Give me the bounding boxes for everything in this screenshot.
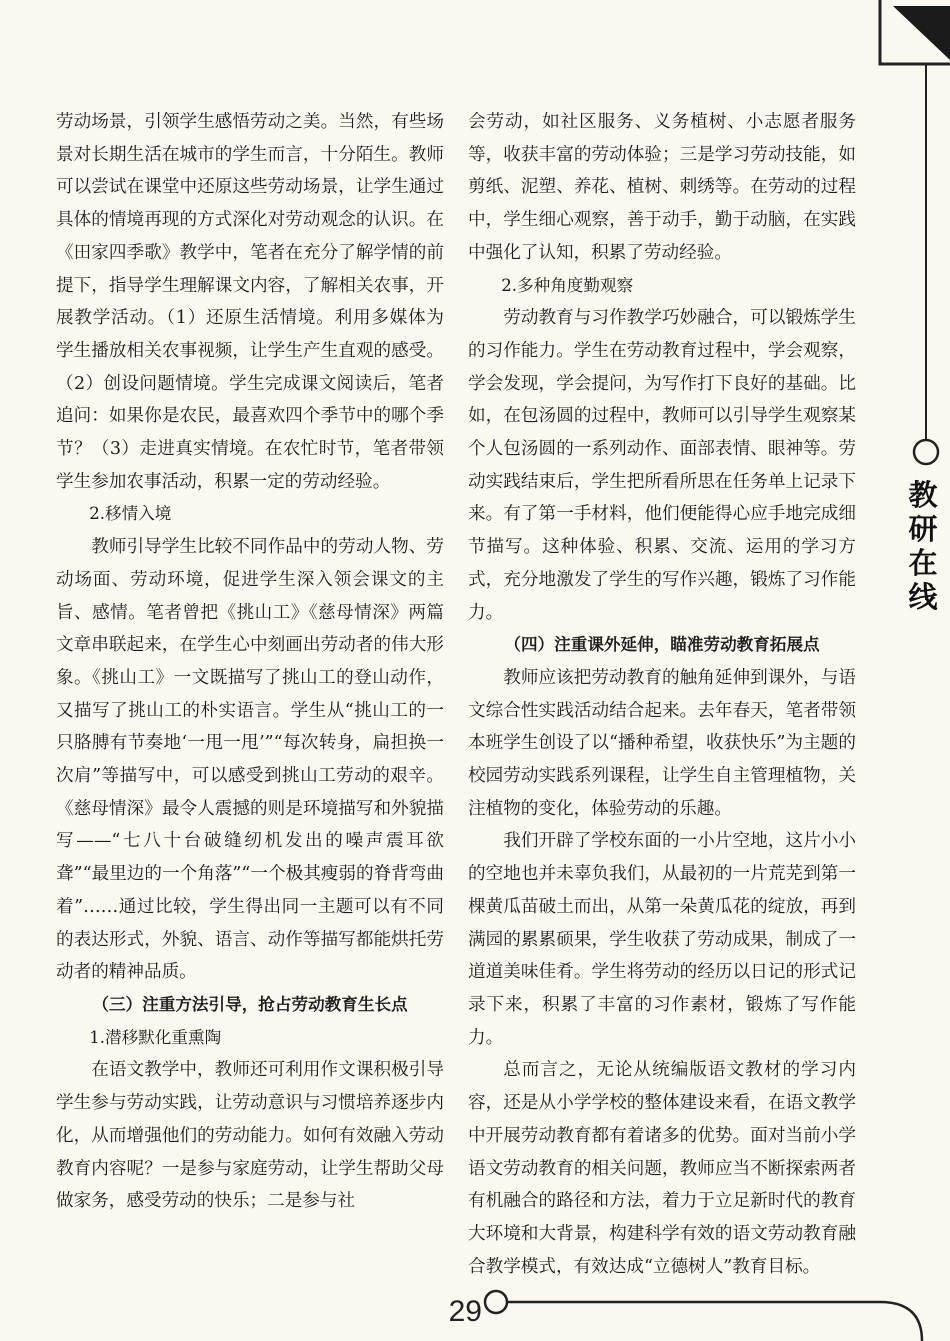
right-column (468, 106, 856, 1283)
paragraph: 在语文教学中，教师还可利用作文课积极引导学生参与劳动实践，让劳动意识与习惯培养逐步内化，从而增强他们的劳动能力。如何有效融入劳动教育内容呢？一是参与家庭劳动，让学生帮助父母做家务，感受劳动的快乐；二是参与社 (56, 1060, 444, 1212)
section-heading: （三）注重方法引导，抢占劳动教育生长点 (92, 994, 408, 1014)
corner-triangle (893, 6, 950, 60)
paragraph: 我们开辟了学校东面的一小片空地，这片小小的空地也并未辜负我们，从最初的一片荒芜到第一棵黄瓜苗破土而出，从第一朵黄瓜花的绽放，再到满园的累累硕果，学生收获了劳动成果，制成了一道道美味佳肴。学生将劳动的经历以日记的形式记录下来，积累了丰富的习作素材，锻炼了写作能力。 (468, 831, 856, 1048)
footer-circle (485, 1291, 507, 1313)
subheading: 1.潜移默化重熏陶 (89, 1027, 222, 1047)
footer-rule (507, 1302, 922, 1341)
paragraph: 劳动场景，引领学生感悟劳动之美。当然，有些场景对长期生活在城市的学生而言，十分陌生。教师可以尝试在课堂中还原这些劳动场景，让学生通过具体的情境再现的方式深化对劳动观念的认识。在《田家四季歌》教学中，笔者在充分了解学情的前提下，指导学生理解课文内容，了解相关农事，开展教学活动。（1）还原生活情境。利用多媒体为学生播放相关农事视频，让学生产生直观的感受。（2）创设问题情境。学生完成课文阅读后，笔者追问：如果你是农民，最喜欢四个季节中的哪个季节？（3）走进真实情境。在农忙时节，笔者带领学生参加农事活动，积累一定的劳动经验。 (56, 112, 444, 492)
subheading: 2.移情入境 (89, 504, 172, 524)
paragraph: 劳动教育与习作教学巧妙融合，可以锻炼学生的习作能力。学生在劳动教育过程中，学会观察，学会发现，学会提问，为写作打下良好的基础。比如，在包汤圆的过程中，教师可以引导学生观察某个人包汤圆的一系列动作、面部表情、眼神等。劳动实践结束后，学生把所看所思在任务单上记录下来。有了第一手材料，他们便能得心应手地完成细节描写。这种体验、积累、交流、运用的学习方式，充分地激发了学生的写作兴趣，锻炼了习作能力。 (468, 308, 856, 623)
paragraph: 总而言之，无论从统编版语文教材的学习内容，还是从小学学校的整体建设来看，在语文教学中开展劳动教育都有着诸多的优势。面对当前小学语文劳动教育的相关问题，教师应当不断探索两者有机融合的路径和方法，着力于立足新时代的教育大环境和大背景，构建科学有效的语文劳动教育融合教学模式，有效达成“立德树人”教育目标。 (468, 1060, 856, 1277)
section-heading: （四）注重课外延伸，瞄准劳动教育拓展点 (504, 635, 820, 655)
paragraph: 教师引导学生比较不同作品中的劳动人物、劳动场面、劳动环境，促进学生深入领会课文的主旨、感情。笔者曾把《挑山工》《慈母情深》两篇文章串联起来，在学生心中刻画出劳动者的伟大形象。《挑山工》一文既描写了挑山工的登山动作，又描写了挑山工的朴实语言。学生从“挑山工的一只胳膊有节奏地‘一甩一甩’”“每次转身，扁担换一次肩”等描写中，可以感受到挑山工劳动的艰辛。《慈母情深》最令人震撼的则是环境描写和外貌描写——“七八十台破缝纫机发出的噪声震耳欲聋”“最里边的一个角落”“一个极其瘦弱的脊背弯曲着”……通过比较，学生得出同一主题可以有不同的表达形式，外貌、语言、动作等描写都能烘托劳动者的精神品质。 (56, 537, 444, 983)
section-tag: 教研在线 (908, 478, 938, 614)
page-number: 29 (448, 1295, 482, 1328)
right-rule-circle (914, 440, 938, 464)
paragraph: 教师应该把劳动教育的触角延伸到课外，与语文综合性实践活动结合起来。去年春天，笔者带领本班学生创设了以“播种希望，收获快乐”为主题的校园劳动实践系列课程，让学生自主管理植物，关注植物的变化，体验劳动的乐趣。 (468, 667, 856, 819)
left-column (56, 106, 444, 1218)
subheading: 2.多种角度勤观察 (501, 275, 634, 295)
paragraph: 会劳动，如社区服务、义务植树、小志愿者服务等，收获丰富的劳动体验；三是学习劳动技能，如剪纸、泥塑、养花、植树、刺绣等。在劳动的过程中，学生细心观察，善于动手，勤于动脑，在实践中强化了认知，积累了劳动经验。 (468, 112, 856, 263)
